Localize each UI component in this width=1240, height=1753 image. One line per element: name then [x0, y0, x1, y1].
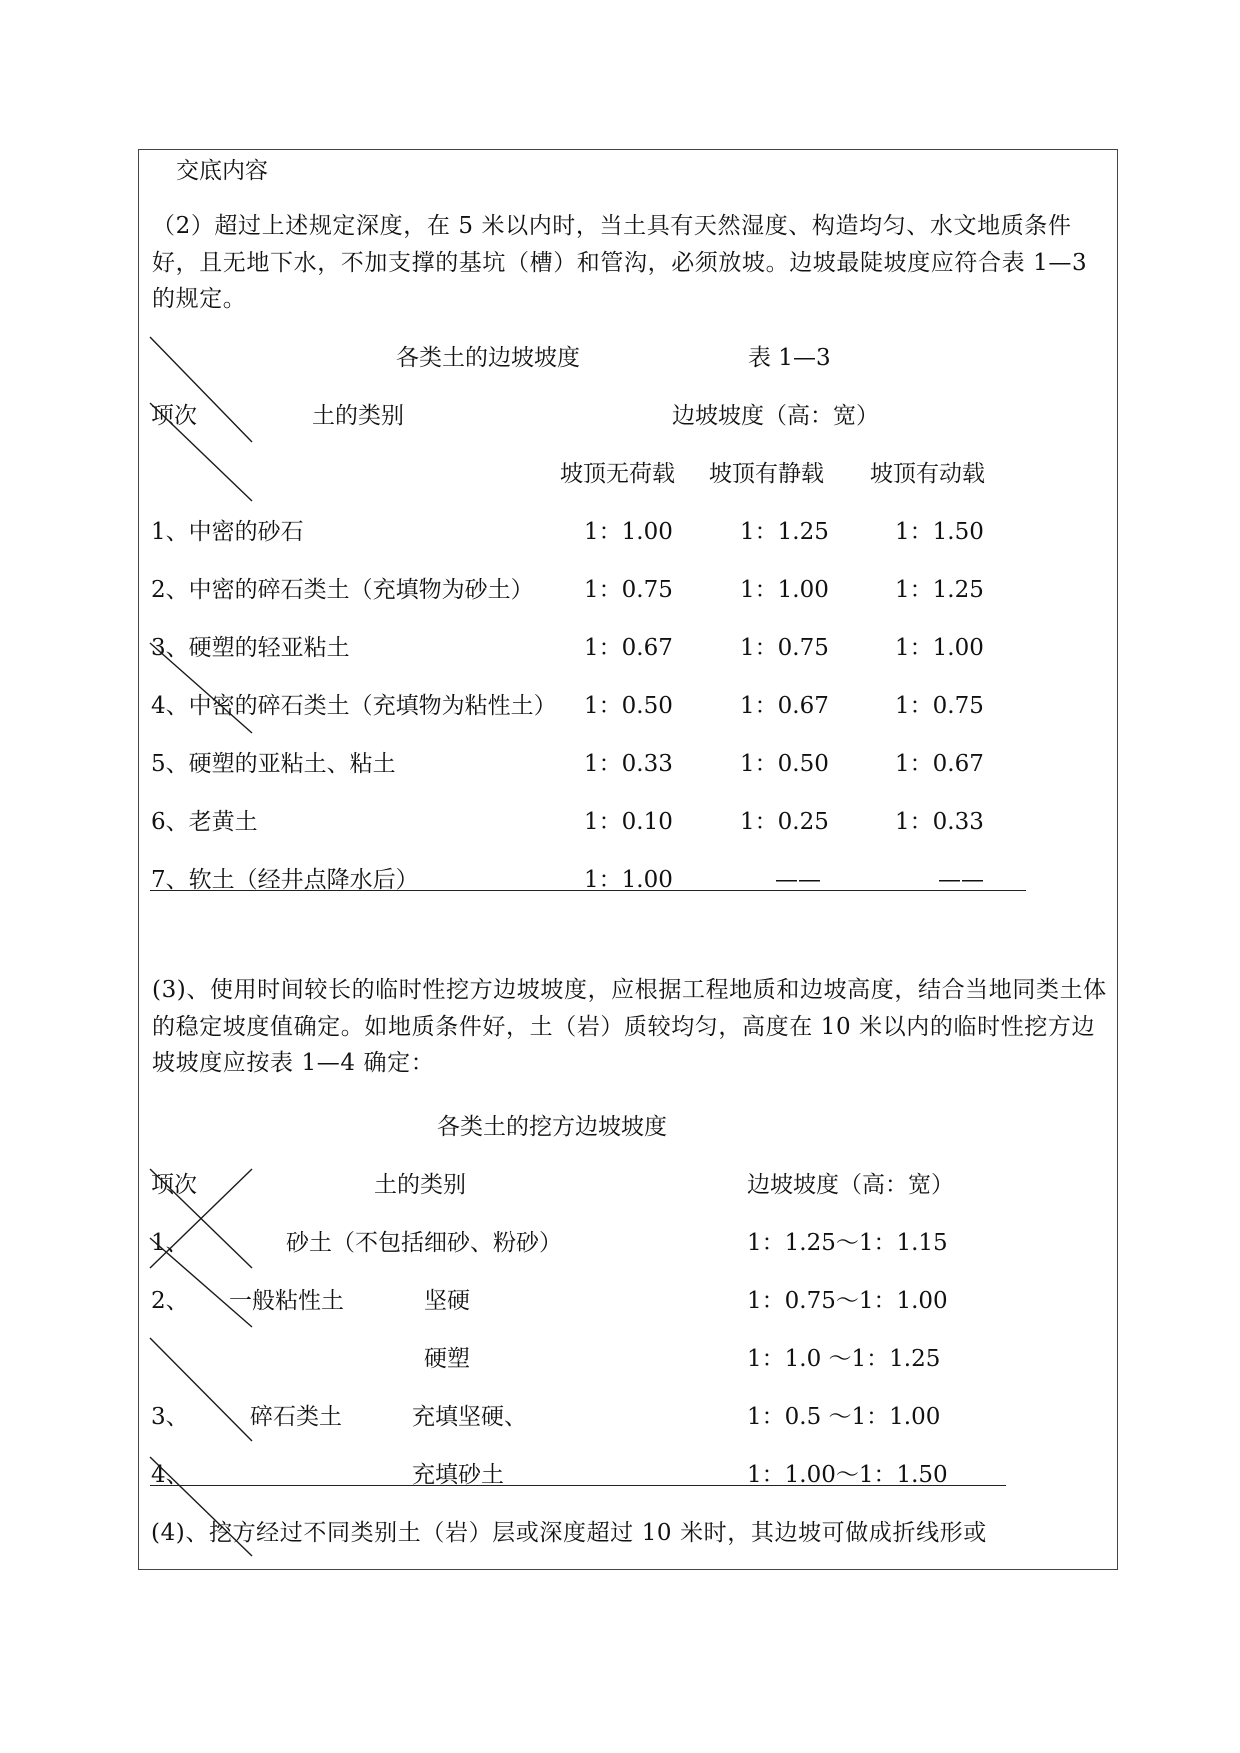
diagonal-line	[150, 403, 252, 501]
table-row-name: 2、中密的碎石类土（充填物为砂土）	[151, 577, 534, 603]
subheader-no-load: 坡顶无荷载	[560, 461, 675, 487]
table-row-name: 5、硬塑的亚粘土、粘土	[151, 751, 396, 777]
table-cell: 1：1.00	[584, 867, 673, 893]
table-cell: 1：0.10	[584, 809, 673, 835]
paragraph-2: （2）超过上述规定深度，在 5 米以内时，当土具有天然湿度、构造均匀、水文地质条件好，且无地下水，不加支撑的基坑（槽）和管沟，必须放坡。边坡最陡坡度应符合表 1—3 的规定。	[152, 213, 1088, 312]
table-row-name: 碎石类土	[250, 1404, 342, 1430]
table-1-4-col-item: 项次	[151, 1172, 197, 1198]
diagonal-line	[150, 337, 252, 442]
paragraph-3: (3)、使用时间较长的临时性挖方边坡坡度，应根据工程地质和边坡高度，结合当地同类土体的稳定坡度值确定。如地质条件好，土（岩）质较均匀，高度在 10 米以内的临时性挖方边坡坡度应按表 1—4 确定：	[152, 977, 1107, 1076]
table-1-4-col-type: 土的类别	[374, 1172, 466, 1198]
table-1-4-title: 各类土的挖方边坡坡度	[437, 1114, 667, 1140]
table-row-name: 3、硬塑的轻亚粘土	[151, 635, 350, 661]
table-cell: 1：0.75	[895, 693, 984, 719]
diagonal-line	[150, 643, 252, 733]
table-row-number: 2、	[151, 1288, 189, 1314]
table-cell: 1：0.50	[584, 693, 673, 719]
diagonal-line	[150, 1457, 252, 1556]
table-row-number: 1、	[151, 1230, 189, 1256]
table-cell: 1：0.75～1：1.00	[747, 1288, 948, 1314]
table-row-name: 7、软土（经井点降水后）	[151, 867, 419, 893]
table-cell: 1：0.25	[740, 809, 829, 835]
paragraph-4: (4)、挖方经过不同类别土（岩）层或深度超过 10 米时，其边坡可做成折线形或	[151, 1520, 987, 1546]
table-row-number: 4、	[151, 1462, 189, 1488]
table-1-3-col-type: 土的类别	[312, 403, 404, 429]
table-cell: 1：1.00	[740, 577, 829, 603]
table-cell: 1：1.0 ～1：1.25	[747, 1346, 941, 1372]
subheader-dynamic-load: 坡顶有动载	[870, 461, 985, 487]
table-cell: ——	[938, 867, 984, 893]
table-cell: 1：0.75	[740, 635, 829, 661]
table-row-sub: 充填坚硬、	[412, 1404, 527, 1430]
table-row-sub: 坚硬	[424, 1288, 470, 1314]
table-row-name: 6、老黄土	[151, 809, 258, 835]
table-1-3-title: 各类土的边坡坡度	[396, 345, 580, 371]
table-cell: 1：0.50	[740, 751, 829, 777]
table-cell: ——	[775, 867, 821, 893]
table-row-sub: 充填砂土	[412, 1462, 504, 1488]
table-cell: 1：1.00	[895, 635, 984, 661]
table-row-sub: 硬塑	[424, 1346, 470, 1372]
table-cell: 1：1.00	[584, 519, 673, 545]
table-row-name: 砂土（不包括细砂、粉砂）	[286, 1230, 562, 1256]
table-1-4-col-slope: 边坡坡度（高：宽）	[747, 1172, 954, 1198]
table-cell: 1：1.25～1：1.15	[747, 1230, 948, 1256]
diagonal-line	[150, 1238, 252, 1327]
table-1-3-number: 表 1—3	[748, 345, 831, 371]
section-label: 交底内容	[176, 158, 268, 184]
table-row-name: 1、中密的砂石	[151, 519, 304, 545]
table-cell: 1：0.33	[895, 809, 984, 835]
table-cell: 1：0.67	[895, 751, 984, 777]
table-cell: 1：0.75	[584, 577, 673, 603]
table-row-name: 4、中密的碎石类土（充填物为粘性土）	[151, 693, 557, 719]
subheader-static-load: 坡顶有静载	[709, 461, 824, 487]
table-cell: 1：0.33	[584, 751, 673, 777]
table-cell: 1：1.00～1：1.50	[747, 1462, 948, 1488]
table-cell: 1：0.67	[740, 693, 829, 719]
table-cell: 1：0.5 ～1：1.00	[747, 1404, 941, 1430]
table-1-3-col-item: 项次	[151, 403, 197, 429]
table-cell: 1：1.25	[740, 519, 829, 545]
table-row-number: 3、	[151, 1404, 189, 1430]
table-row-name: 一般粘性土	[229, 1288, 344, 1314]
table-cell: 1：1.25	[895, 577, 984, 603]
table-cell: 1：1.50	[895, 519, 984, 545]
table-cell: 1：0.67	[584, 635, 673, 661]
table-1-3-col-slope: 边坡坡度（高：宽）	[672, 403, 879, 429]
diagonal-line	[150, 1338, 252, 1441]
